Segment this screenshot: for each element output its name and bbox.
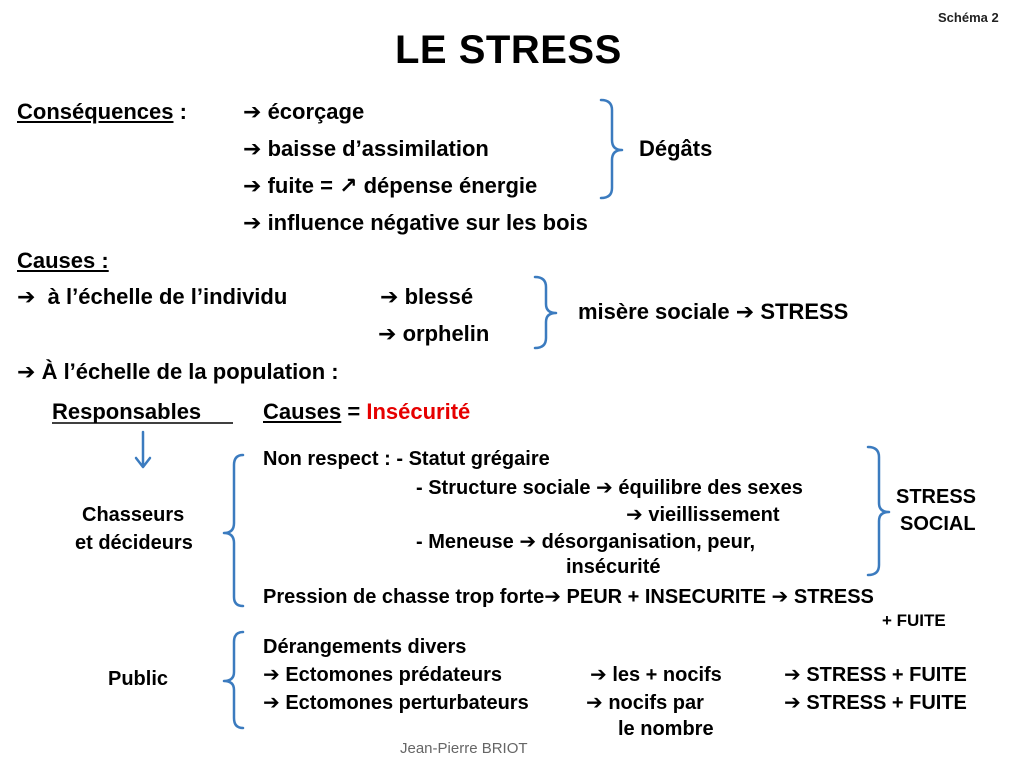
insecurite-label: Insécurité bbox=[366, 399, 471, 424]
plus-fuite: + FUITE bbox=[882, 611, 946, 630]
arrow-icon: ➔ bbox=[17, 284, 36, 309]
arrow-icon: ➔ bbox=[243, 136, 262, 161]
population-row bbox=[17, 359, 339, 385]
chasseurs-label-1: Chasseurs bbox=[82, 504, 185, 526]
public-row1-c: ➔ STRESS + FUITE bbox=[784, 664, 967, 686]
public-row1-b: ➔ les + nocifs bbox=[590, 664, 722, 686]
consequence-item: ➔ baisse d’assimilation bbox=[243, 136, 489, 161]
stress-social-bracket bbox=[868, 447, 889, 575]
causes-insecurite-row: Causes = Insécurité bbox=[263, 399, 471, 424]
arrow-icon: ➔ bbox=[17, 359, 36, 384]
public-row2-b: ➔ nocifs par bbox=[586, 692, 704, 714]
individu-row bbox=[17, 284, 287, 310]
public-label: Public bbox=[108, 668, 169, 690]
individu-item: ➔ orphelin bbox=[378, 321, 490, 346]
individu-label: à l’échelle de l’individu bbox=[47, 284, 288, 309]
schema-label: Schéma 2 bbox=[938, 10, 999, 25]
arrow-icon: ➔ bbox=[243, 210, 262, 235]
chasseurs-label-2: et décideurs bbox=[75, 532, 193, 554]
responsables-heading: Responsables bbox=[52, 399, 202, 424]
consequence-item: ➔ influence négative sur les bois bbox=[243, 210, 588, 235]
consequences-colon: : bbox=[173, 99, 187, 124]
degats-bracket bbox=[601, 100, 622, 198]
public-row2-c: ➔ STRESS + FUITE bbox=[784, 692, 967, 714]
arrow-icon: ➔ bbox=[243, 173, 262, 198]
individu-item: ➔ blessé bbox=[380, 284, 474, 309]
chasseurs-bracket bbox=[224, 455, 243, 606]
meneuse-line: - Meneuse ➔ désorganisation, peur, bbox=[416, 531, 756, 553]
arrow-icon: ➔ bbox=[243, 99, 262, 124]
public-row2-a: ➔ Ectomones perturbateurs bbox=[263, 692, 529, 714]
stress-social-1: STRESS bbox=[896, 486, 977, 508]
consequences-heading: Conséquences bbox=[17, 99, 174, 124]
stress-social-2: SOCIAL bbox=[900, 513, 976, 535]
non-respect-line: Non respect : - Statut grégaire bbox=[263, 448, 550, 470]
individu-result: misère sociale ➔ STRESS bbox=[578, 299, 849, 324]
causes-heading: Causes : bbox=[17, 248, 109, 273]
insecurite-line: insécurité bbox=[566, 556, 661, 578]
structure-line: - Structure sociale ➔ équilibre des sexes bbox=[416, 477, 803, 499]
consequences-heading-row bbox=[17, 99, 187, 125]
footer-author: Jean-Pierre BRIOT bbox=[400, 740, 528, 757]
population-label: À l’échelle de la population : bbox=[41, 359, 339, 384]
arrow-icon: ➔ bbox=[378, 321, 397, 346]
public-row2-b2: le nombre bbox=[618, 718, 714, 740]
causes-subheading: Causes bbox=[263, 399, 342, 424]
consequence-item: ➔ écorçage bbox=[243, 99, 365, 124]
page-title: LE STRESS bbox=[395, 28, 622, 72]
arrow-icon: ➔ bbox=[380, 284, 399, 309]
consequence-item: ➔ fuite = ↗ dépense énergie bbox=[243, 173, 538, 198]
vieillissement-line: ➔ vieillissement bbox=[626, 504, 780, 526]
public-row1-a: ➔ Ectomones prédateurs bbox=[263, 664, 503, 686]
derangements-line: Dérangements divers bbox=[263, 636, 467, 658]
pression-line: Pression de chasse trop forte➔ PEUR + INSECURITE ➔ STRESS bbox=[263, 586, 874, 608]
public-bracket bbox=[224, 632, 243, 728]
individu-bracket bbox=[535, 277, 556, 348]
responsables-down-arrow bbox=[136, 432, 150, 467]
degats-label: Dégâts bbox=[639, 136, 713, 161]
